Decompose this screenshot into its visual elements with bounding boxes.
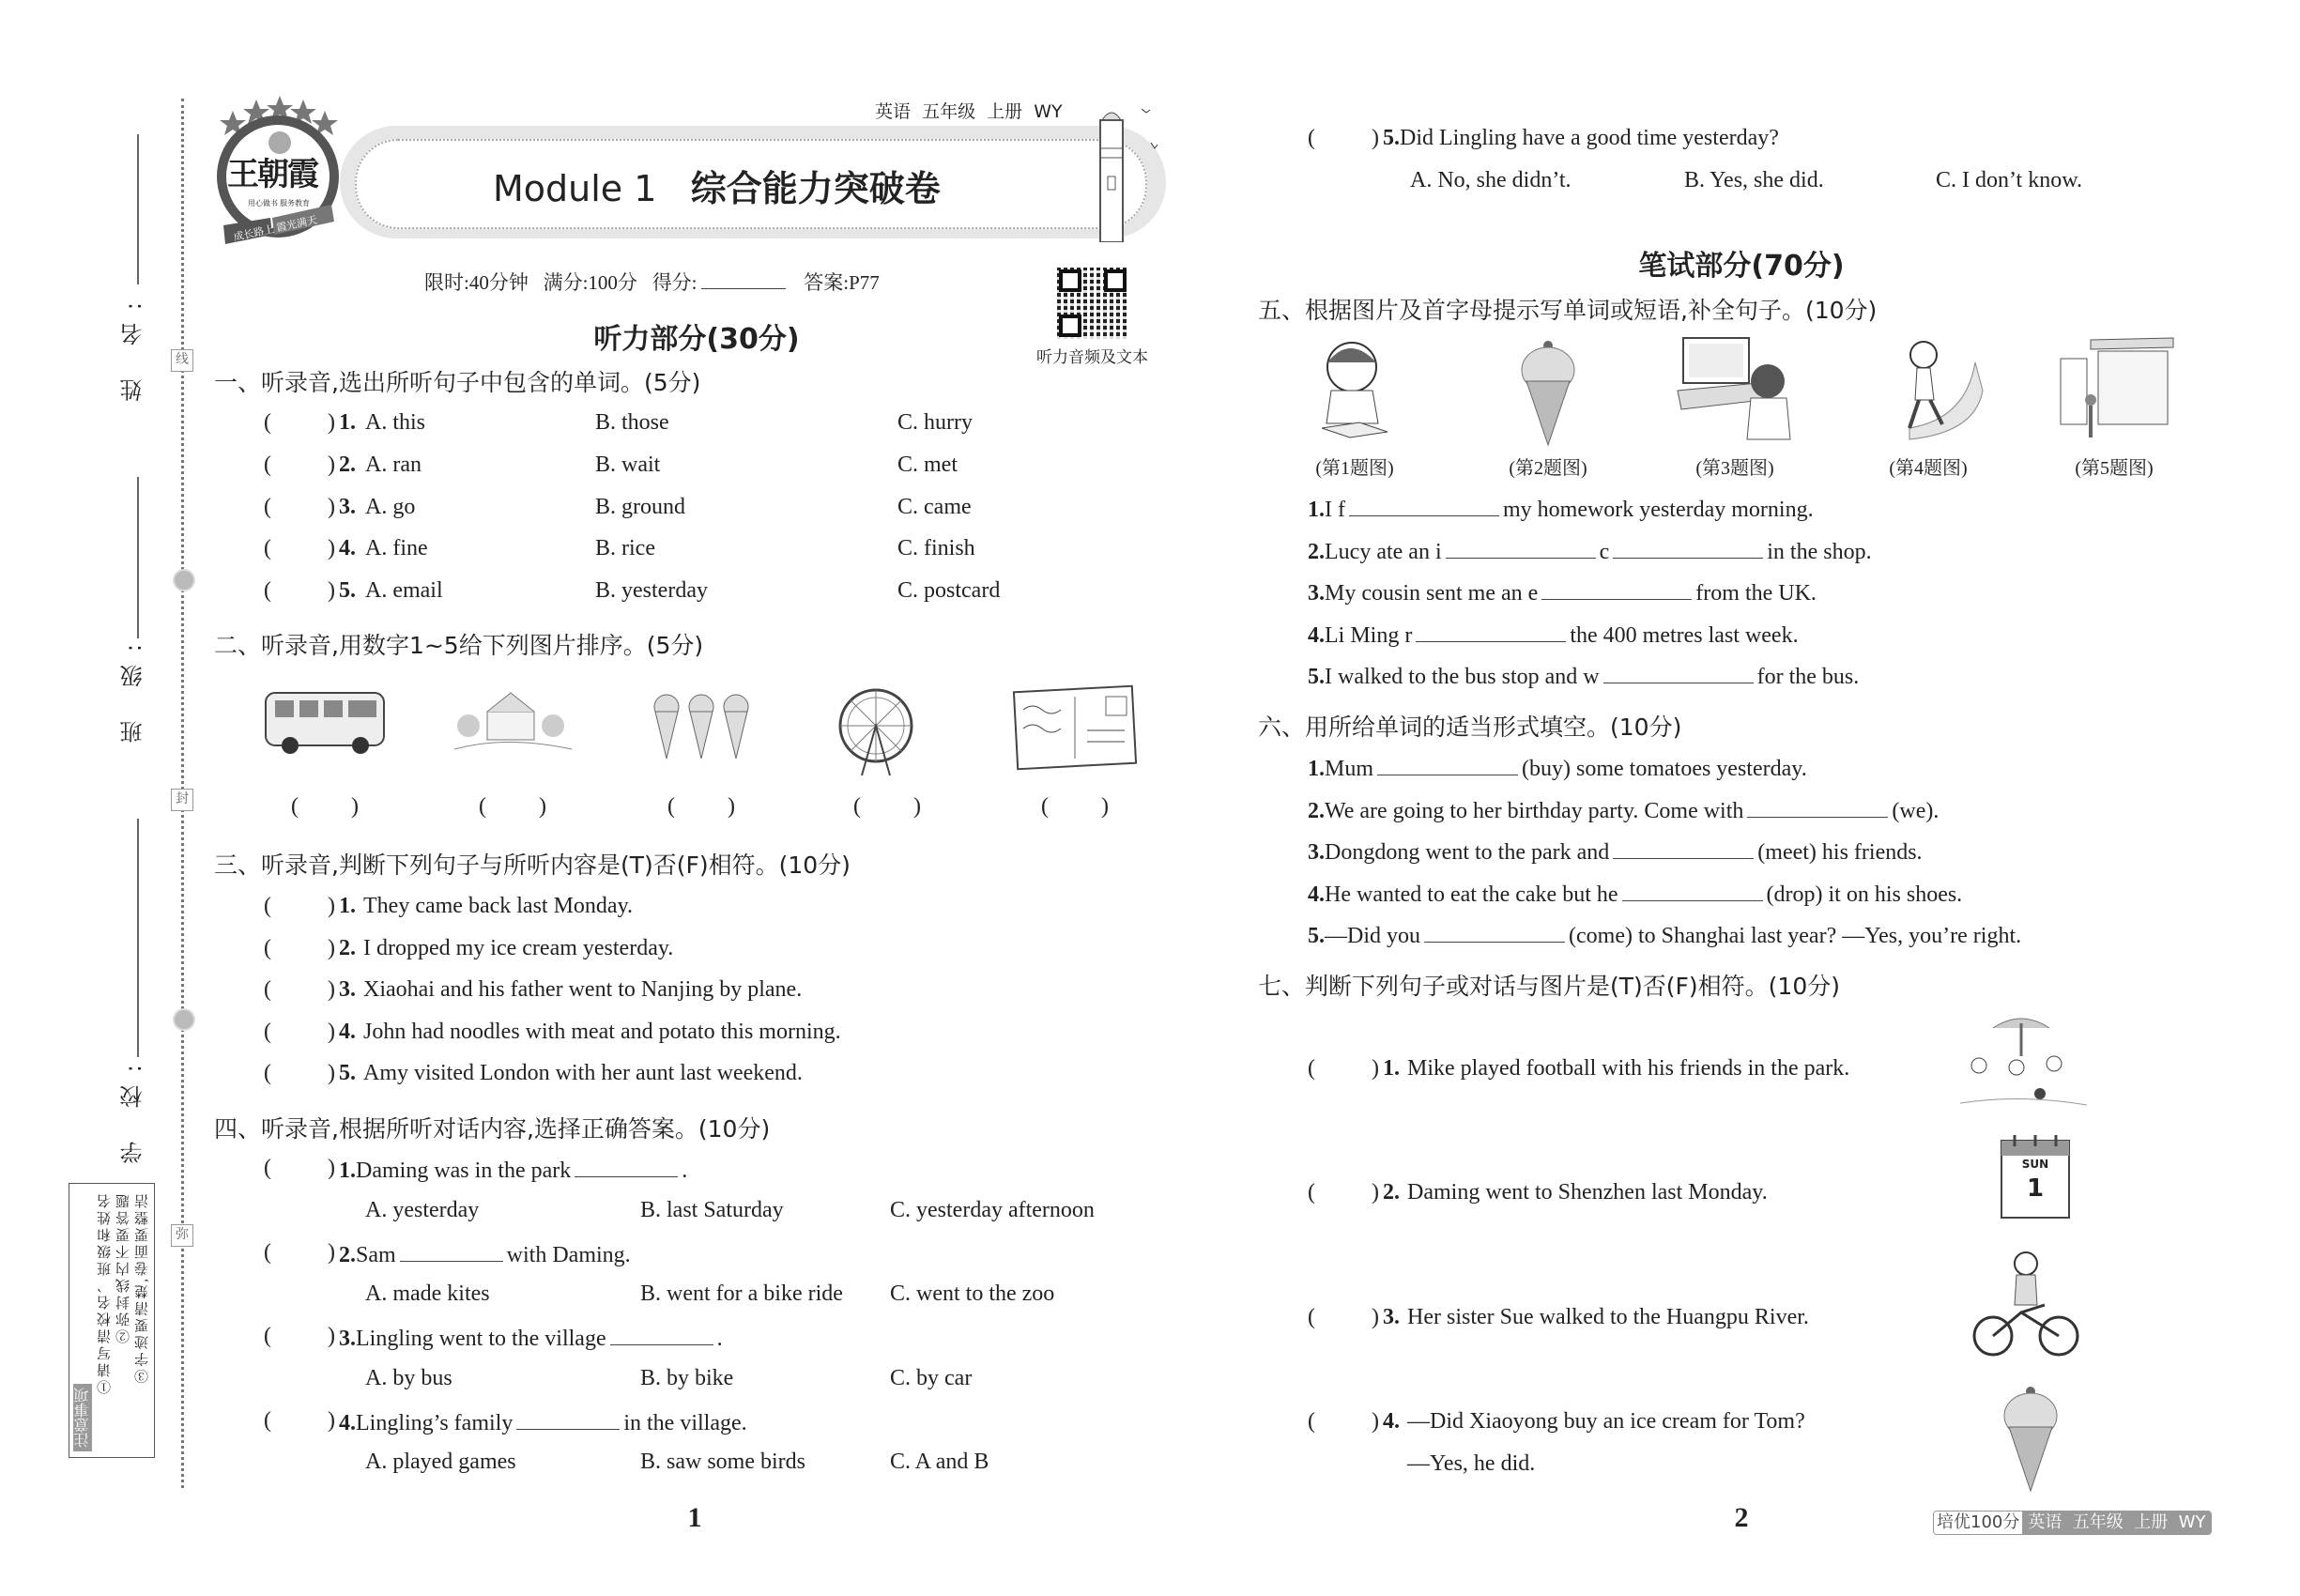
answer-option[interactable]: B. those	[595, 410, 669, 435]
answer-bracket-open[interactable]: (	[1308, 1409, 1315, 1434]
answer-blank[interactable]	[1424, 917, 1565, 943]
question-number: 3.	[339, 1327, 356, 1351]
answer-bracket-close: )	[328, 536, 335, 561]
fill-in-row	[1308, 834, 1923, 866]
picture-caption: (第4题图)	[1889, 458, 1968, 479]
question-text: Sam	[356, 1242, 396, 1267]
answer-option[interactable]: B. saw some birds	[640, 1450, 805, 1474]
question-row	[264, 1057, 1109, 1089]
order-answer-bracket[interactable]	[667, 794, 735, 820]
answer-option[interactable]: A. by bus	[365, 1365, 452, 1390]
answer-option[interactable]: C. A and B	[890, 1450, 989, 1474]
answer-option[interactable]: A. yesterday	[365, 1197, 480, 1222]
question-number: 1.	[1308, 757, 1325, 781]
answer-bracket-open[interactable]: (	[264, 1324, 271, 1348]
ice-cream-illustration	[1998, 1380, 2063, 1493]
answer-bracket-open[interactable]: (	[1308, 126, 1315, 150]
question-row	[264, 532, 1109, 564]
question-number: 1.	[339, 894, 356, 918]
seal-circle-icon	[173, 569, 195, 591]
question-text: I dropped my ice cream yesterday.	[363, 935, 674, 960]
page-number-left: 1	[687, 1502, 702, 1533]
answer-blank[interactable]	[1603, 658, 1754, 683]
school-line[interactable]	[137, 819, 139, 1057]
answer-option[interactable]: A. email	[365, 578, 443, 604]
answer-option[interactable]: B. ground	[595, 494, 685, 519]
brand-name: 王朝霞	[227, 156, 317, 193]
score-field[interactable]	[701, 264, 786, 289]
question-row	[264, 575, 1109, 606]
question-text: .	[716, 1327, 723, 1351]
question-stem	[339, 1152, 687, 1187]
judge-row	[1308, 1052, 1946, 1084]
bracket-close: )	[1101, 794, 1109, 819]
answer-option[interactable]: B. rice	[595, 536, 655, 561]
score-label: 得分:	[652, 271, 698, 294]
order-answer-bracket[interactable]	[853, 794, 921, 820]
girl-bike-illustration	[1970, 1247, 2082, 1359]
ice-creams-illustration	[638, 683, 765, 777]
calendar-illustration	[1998, 1131, 2073, 1221]
question-text: My cousin sent me an e	[1325, 581, 1539, 606]
question-text: John had noodles with meat and potato this morning.	[363, 1019, 841, 1044]
answer-blank[interactable]	[1613, 533, 1763, 559]
question-number: 5.	[339, 1061, 356, 1085]
answer-bracket-open[interactable]: (	[1308, 1056, 1315, 1081]
series-badge	[1933, 1511, 2212, 1535]
answer-option[interactable]: A. No, she didn’t.	[1410, 167, 1572, 192]
answer-blank[interactable]	[1446, 533, 1596, 559]
order-answer-bracket[interactable]	[291, 794, 359, 820]
fill-in-row	[1308, 876, 1962, 908]
picture-caption: (第5题图)	[2075, 458, 2154, 479]
girl-writing-illustration	[1303, 334, 1406, 447]
question-number: 3.	[339, 494, 356, 519]
question-text: with Daming.	[506, 1242, 631, 1267]
answer-option[interactable]: B. last Saturday	[640, 1197, 784, 1222]
answer-blank[interactable]	[1747, 792, 1888, 818]
order-answer-bracket[interactable]	[1041, 794, 1109, 820]
question-row	[264, 1320, 1203, 1352]
page-number-right: 2	[1734, 1502, 1749, 1533]
fill-in-row	[1308, 658, 1859, 690]
brand-slogan: 用心做书 服务教育	[248, 199, 310, 207]
question-number: 2.	[339, 452, 356, 477]
question-number: 1.	[1308, 498, 1325, 522]
answer-blank[interactable]	[575, 1152, 678, 1177]
answer-bracket-close: )	[328, 935, 335, 960]
brand-logo	[205, 94, 345, 249]
page-title	[493, 160, 941, 211]
answer-bracket-close: )	[328, 410, 335, 435]
answer-option[interactable]: B. yesterday	[595, 578, 708, 604]
bracket-open: (	[1041, 794, 1049, 819]
fill-in-row	[1308, 575, 1817, 606]
notice-item: ③字迹要清楚,卷面要整洁	[135, 1191, 150, 1384]
answer-blank[interactable]	[1416, 617, 1566, 642]
boy-running-illustration	[1872, 334, 1985, 447]
title-module: Module 1	[493, 168, 657, 209]
answer-blank[interactable]	[1622, 876, 1763, 901]
question-row	[264, 407, 1109, 438]
answer-bracket-open[interactable]: (	[264, 452, 271, 477]
answer-bracket-open[interactable]: (	[264, 1156, 271, 1180]
picture-caption: (第3题图)	[1695, 458, 1774, 479]
question-stem	[1383, 122, 1779, 154]
answer-blank[interactable]	[1377, 750, 1518, 775]
exam-info	[424, 264, 880, 296]
answer-bracket-close: )	[1372, 1180, 1379, 1205]
answer-option[interactable]: C. postcard	[897, 578, 1001, 604]
bracket-open: (	[853, 794, 861, 819]
answer-option[interactable]: C. went to the zoo	[890, 1281, 1055, 1306]
question-row	[264, 932, 1109, 964]
question-number: 5.	[1308, 665, 1325, 689]
question-text: my homework yesterday morning.	[1502, 498, 1814, 522]
options-row	[1308, 164, 2246, 196]
answer-option[interactable]: B. Yes, she did.	[1684, 167, 1824, 192]
postcard-illustration	[1012, 683, 1139, 777]
answer-option[interactable]: C. finish	[897, 536, 975, 561]
answer-bracket-close: )	[1372, 1056, 1379, 1081]
answer-bracket-open[interactable]: (	[264, 410, 271, 435]
question-number: 3.	[1308, 581, 1325, 606]
seal-circle-icon	[173, 1008, 195, 1031]
section-title: 四、听录音,根据所听对话内容,选择正确答案。(10分)	[214, 1115, 771, 1143]
calendar-date: 1	[2026, 1174, 2045, 1203]
question-number: 2.	[1308, 539, 1325, 564]
question-text: I walked to the bus stop and w	[1325, 665, 1600, 689]
bracket-close: )	[351, 794, 359, 819]
question-text: Mum	[1325, 757, 1374, 781]
section-title: 五、根据图片及首字母提示写单词或短语,补全句子。(10分)	[1258, 297, 1878, 324]
options-row	[264, 1278, 1203, 1310]
answer-bracket-close: )	[1372, 1409, 1379, 1434]
ice-cream-illustration	[1515, 334, 1581, 447]
question-text: (come) to Shanghai last year? —Yes, you’re right.	[1569, 924, 2022, 948]
time-limit: 限时:40分钟	[424, 271, 529, 294]
fill-in-row	[1308, 792, 1939, 824]
question-row	[264, 974, 1109, 1005]
answer-blank[interactable]	[400, 1236, 503, 1262]
answer-bracket-close: )	[328, 494, 335, 519]
question-number: 1.	[339, 1159, 356, 1183]
listening-part-title: 听力部分(30分)	[593, 323, 800, 356]
answer-bracket-close: )	[328, 894, 335, 918]
answer-bracket-close: )	[328, 1156, 335, 1180]
notice-item: ②弥封线内不要答题	[116, 1191, 131, 1343]
answer-bracket-open[interactable]: (	[264, 935, 271, 960]
question-text: in the shop.	[1767, 539, 1872, 564]
answer-option[interactable]: B. by bike	[640, 1365, 734, 1390]
question-text: (we).	[1892, 798, 1940, 823]
bracket-close: )	[728, 794, 735, 819]
answer-bracket-open[interactable]: (	[1308, 1180, 1315, 1205]
question-text: .	[682, 1159, 688, 1183]
football-park-illustration	[1951, 1009, 2092, 1113]
fill-in-row	[1308, 617, 1799, 649]
question-number: 4.	[1308, 622, 1325, 648]
answer-option[interactable]: B. wait	[595, 452, 661, 477]
writing-part-title: 笔试部分(70分)	[1638, 250, 1845, 283]
answer-bracket-close: )	[328, 452, 335, 477]
fill-in-row	[1308, 750, 1807, 782]
bracket-open: (	[667, 794, 675, 819]
answer-bracket-close: )	[328, 1324, 335, 1348]
question-text: Lingling went to the village	[356, 1327, 606, 1351]
seal-mark-feng: 封	[171, 789, 193, 811]
section-title: 七、判断下列句子或对话与图片是(T)否(F)相符。(10分)	[1258, 973, 1840, 1000]
brand-ribbon: 成长路上 霞光满天	[232, 214, 319, 244]
bracket-close: )	[913, 794, 921, 819]
question-text: Her sister Sue walked to the Huangpu River.	[1407, 1305, 1809, 1329]
options-row	[264, 1194, 1203, 1226]
answer-option[interactable]: C. met	[897, 452, 958, 477]
question-row	[264, 449, 1109, 481]
boy-computer-illustration	[1674, 334, 1796, 447]
answer-bracket-open[interactable]: (	[264, 1407, 271, 1433]
question-stem	[339, 1404, 747, 1439]
class-line[interactable]	[137, 477, 139, 638]
notice-item: ①请写清校名、班级和姓名	[98, 1191, 113, 1394]
answer-bracket-close: )	[1372, 1305, 1379, 1329]
answer-bracket-open[interactable]: (	[264, 1239, 271, 1265]
answer-bracket-open[interactable]: (	[264, 894, 271, 918]
question-text: from the UK.	[1695, 581, 1817, 606]
question-row	[264, 1152, 1203, 1184]
qr-code-icon[interactable]	[1057, 268, 1128, 339]
order-answer-bracket[interactable]	[479, 794, 546, 820]
answer-bracket-open[interactable]: (	[264, 977, 271, 1002]
answer-option[interactable]: A. fine	[365, 536, 428, 561]
answer-option[interactable]: A. this	[365, 410, 426, 435]
name-line[interactable]	[137, 134, 139, 284]
question-row	[264, 491, 1109, 523]
question-text: in the village.	[623, 1410, 747, 1435]
notice-title: 注意事项	[73, 1384, 92, 1451]
seal-mark-xian: 线	[171, 349, 193, 372]
school-label: 学 校:	[120, 1051, 146, 1164]
question-number: 1.	[339, 410, 356, 435]
class-label: 班 级:	[120, 631, 146, 744]
fill-in-row	[1308, 917, 2021, 949]
picture-caption: (第2题图)	[1509, 458, 1587, 479]
seal-mark-mi: 弥	[171, 1224, 193, 1247]
answer-option[interactable]: A. played games	[365, 1450, 516, 1474]
picture-caption: (第1题图)	[1315, 458, 1394, 479]
answer-bracket-close: )	[1372, 126, 1379, 150]
question-row	[264, 890, 1109, 922]
answer-option[interactable]: A. go	[365, 494, 416, 519]
question-text: the 400 metres last week.	[1570, 622, 1799, 648]
judge-row	[1308, 1301, 1946, 1333]
question-text: (meet) his friends.	[1757, 840, 1923, 865]
question-number: 2.	[339, 935, 356, 960]
answer-blank[interactable]	[516, 1404, 620, 1430]
question-stem	[339, 1320, 723, 1355]
question-text: —Did Xiaoyong buy an ice cream for Tom?	[1407, 1409, 1805, 1434]
question-number: 3.	[1383, 1305, 1400, 1329]
section-title: 二、听录音,用数字1~5给下列图片排序。(5分)	[214, 632, 704, 659]
answer-blank[interactable]	[1613, 834, 1754, 859]
question-text: Amy visited London with her aunt last weekend.	[363, 1061, 803, 1085]
question-text: They came back last Monday.	[363, 894, 634, 918]
question-number: 4.	[339, 1019, 356, 1044]
book-meta: 英语 五年级 上册 WY	[875, 101, 1063, 122]
bus-illustration	[262, 683, 389, 777]
bus-stop-illustration	[2053, 334, 2175, 447]
answer-blank[interactable]	[1541, 575, 1692, 600]
question-number: 3.	[339, 977, 356, 1002]
question-text: (drop) it on his shoes.	[1766, 882, 1963, 907]
section-title: 一、听录音,选出所听句子中包含的单词。(5分)	[214, 369, 701, 396]
answer-bracket-close: )	[328, 977, 335, 1002]
bracket-open: (	[479, 794, 486, 819]
question-number: 1.	[1383, 1056, 1400, 1081]
question-number: 2.	[1383, 1180, 1400, 1205]
answer-blank[interactable]	[610, 1320, 713, 1345]
question-number: 5.	[1383, 126, 1400, 150]
calendar-day: SUN	[2021, 1158, 2049, 1171]
question-text: Xiaohai and his father went to Nanjing by plane.	[363, 977, 803, 1002]
answer-bracket-open[interactable]: (	[264, 1019, 271, 1044]
answer-bracket-open[interactable]: (	[264, 536, 271, 561]
badge-book: 英语 五年级 上册 WY	[2022, 1512, 2211, 1534]
answer-bracket-close: )	[328, 1061, 335, 1085]
answer-bracket-open[interactable]: (	[264, 578, 271, 604]
question-row	[264, 1404, 1203, 1436]
question-row	[264, 1236, 1203, 1268]
answer-bracket-open[interactable]: (	[1308, 1305, 1315, 1329]
question-text: Lingling’s family	[356, 1410, 514, 1435]
question-row	[264, 1016, 1109, 1048]
options-row	[264, 1446, 1203, 1478]
question-number: 4.	[339, 1410, 356, 1435]
castle-illustration	[450, 683, 576, 777]
question-text: —Did you	[1325, 924, 1420, 948]
question-row	[1308, 122, 2246, 154]
options-row	[264, 1362, 1203, 1394]
question-text: Mike played football with his friends in the park.	[1407, 1056, 1850, 1081]
question-text: We are going to her birthday party. Come with	[1325, 798, 1744, 823]
judge-row	[1308, 1176, 1946, 1208]
question-text: —Yes, he did.	[1407, 1450, 1536, 1476]
answer-option[interactable]: C. hurry	[897, 410, 973, 435]
answer-option[interactable]: A. made kites	[365, 1281, 490, 1306]
question-number: 4.	[339, 536, 356, 561]
qr-caption: 听力音频及文本	[1036, 348, 1148, 366]
question-text: Lucy ate an i	[1325, 539, 1442, 564]
answer-option[interactable]: B. went for a bike ride	[640, 1281, 843, 1306]
question-text: Dongdong went to the park and	[1325, 840, 1610, 865]
answer-bracket-close: )	[328, 1019, 335, 1044]
question-text: I f	[1325, 498, 1345, 522]
question-text: Li Ming r	[1325, 622, 1413, 648]
lighthouse-icon	[1085, 101, 1170, 247]
answer-bracket-close: )	[328, 1239, 335, 1265]
badge-series: 培优100分	[1934, 1512, 2022, 1534]
question-text: Did Lingling have a good time yesterday?	[1400, 126, 1779, 150]
question-text: c	[1599, 539, 1610, 564]
answer-option[interactable]: C. yesterday afternoon	[890, 1197, 1095, 1222]
fill-in-row	[1308, 533, 1872, 565]
name-label: 姓 名:	[120, 289, 146, 402]
answer-bracket-open[interactable]: (	[264, 1061, 271, 1085]
answer-option[interactable]: A. ran	[365, 452, 422, 477]
question-number: 5.	[339, 578, 356, 604]
question-number: 2.	[1308, 798, 1325, 823]
question-text: He wanted to eat the cake but he	[1325, 882, 1618, 907]
notice-box	[69, 1183, 155, 1458]
answer-bracket-close: )	[328, 1407, 335, 1433]
ferris-wheel-illustration	[824, 683, 951, 777]
question-stem	[339, 1236, 631, 1271]
question-number: 4.	[1383, 1409, 1400, 1434]
section-title: 三、听录音,判断下列句子与所听内容是(T)否(F)相符。(10分)	[214, 852, 851, 879]
answer-option[interactable]: C. by car	[890, 1365, 973, 1390]
answer-bracket-close: )	[328, 578, 335, 604]
section-title: 六、用所给单词的适当形式填空。(10分)	[1258, 714, 1682, 741]
answer-option[interactable]: C. I don’t know.	[1936, 167, 2082, 192]
question-number: 2.	[339, 1242, 356, 1267]
answer-reference: 答案:P77	[804, 271, 880, 294]
question-number: 5.	[1308, 924, 1325, 948]
question-text: (buy) some tomatoes yesterday.	[1522, 757, 1807, 781]
question-text: Daming was in the park	[356, 1159, 572, 1183]
fill-in-row	[1308, 491, 1814, 523]
answer-bracket-open[interactable]: (	[264, 494, 271, 519]
question-number: 3.	[1308, 840, 1325, 865]
question-text: Daming went to Shenzhen last Monday.	[1407, 1180, 1768, 1205]
answer-blank[interactable]	[1349, 491, 1499, 516]
question-number: 4.	[1308, 882, 1325, 907]
answer-option[interactable]: C. came	[897, 494, 972, 519]
bracket-open: (	[291, 794, 299, 819]
question-text: for the bus.	[1756, 665, 1860, 689]
full-score: 满分:100分	[543, 271, 637, 294]
judge-row	[1308, 1405, 1946, 1437]
bracket-close: )	[539, 794, 546, 819]
title-chinese: 综合能力突破卷	[690, 168, 941, 209]
